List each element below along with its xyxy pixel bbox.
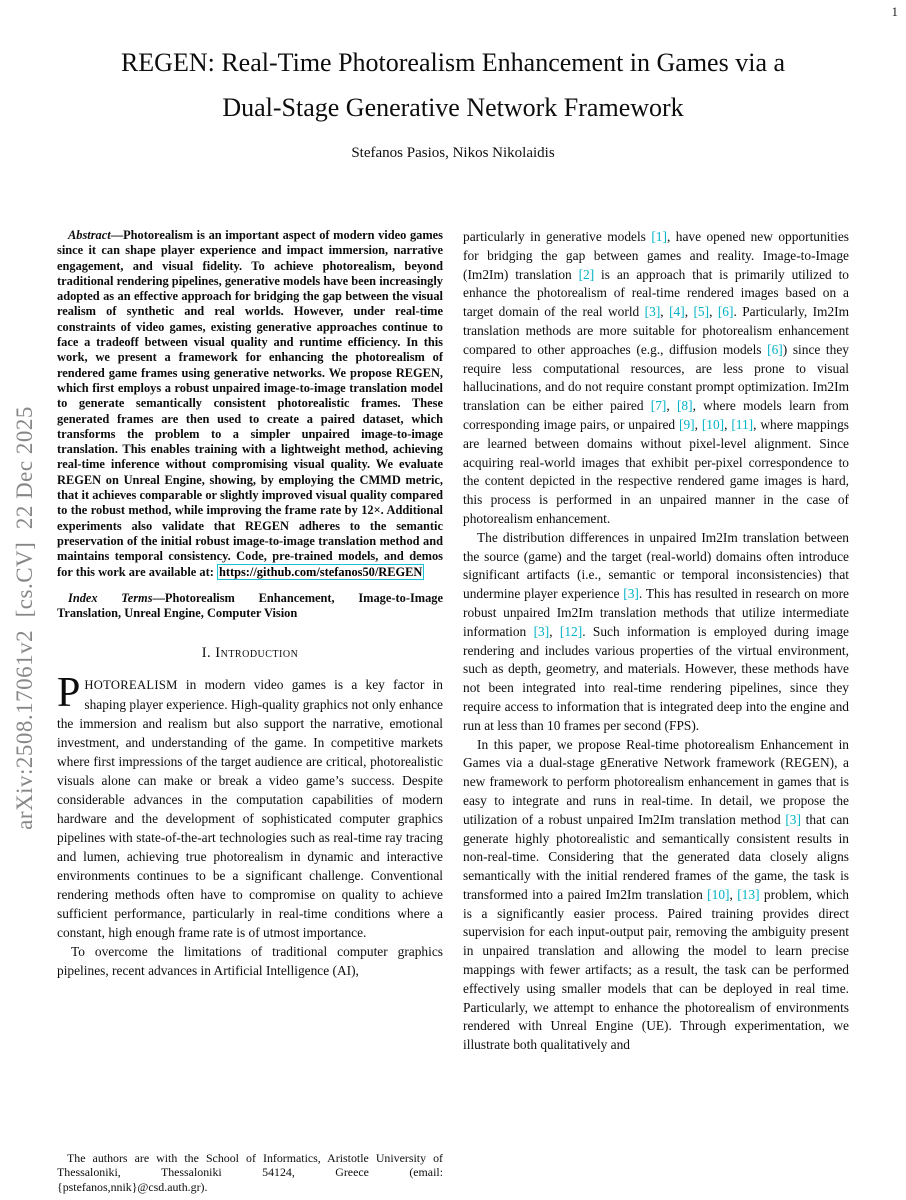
paper-content [57,40,849,1194]
right-column [463,228,849,1194]
right-paragraph-3: In this paper, we propose Real-time photorealism Enhancement in Games via a dual-stage gEnerative Network framework (REGEN), a new framework to perform photorealism enhancement in games that is easy to integrate and runs in real-time. In detail, we propose the utilization of a robust unpaired Im2Im translation method [3] that can generate highly photorealistic and semantically consistent results in non-real-time. Considering that the generated data closely aligns semantically with the initial rendered frames of the game, the task is transformed into a paired Im2Im translation [10], [13] problem, which is a significantly easier process. Paired training provides direct supervision for each input-output pair, removing the ambiguity present in unpaired translation and allowing the model to learn precise mappings with fewer artifacts; as a result, the task can be performed effectively using smaller models that can be deployed in real time. Particularly, we attempt to enhance the photorealism of environments rendered with Unreal Engine (UE). Through experimentation, we illustrate both qualitatively and [463,736,849,1053]
left-column [57,228,443,1194]
github-link[interactable]: https://github.com/stefanos50/REGEN [218,564,423,579]
two-column-body [57,228,849,1194]
citation-link[interactable]: [10] [707,886,730,902]
citation-link[interactable]: [3] [623,586,639,602]
right-paragraph-2: The distribution differences in unpaired Im2Im translation between the source (game) and the target (real-world) domains often introduce significant artifacts (i.e., semantic or temporal inconsistencies) that undermine player experience [3]. This has resulted in research on more robust unpaired Im2Im translation methods that utilize intermediate information [3], [12]. Such information is employed during image rendering and includes various properties of the virtual environment, such as depth, geometry, and materials. However, these methods have not been integrated into real-time rendering pipelines, since they require access to information that is integrated deep into the engine and run at less than 10 frames per second (FPS). [463,529,849,733]
page-number: 1 [891,4,898,19]
citation-link[interactable]: [11] [731,416,754,432]
abstract-label: Abstract [68,228,111,242]
paper-title-line1: REGEN: Real-Time Photorealism Enhancement in Games via a [120,48,786,77]
citation-link[interactable]: [3] [644,304,661,320]
citation-link[interactable]: [4] [669,304,685,320]
citation-link[interactable]: [6] [717,304,734,320]
citation-link[interactable]: [6] [767,341,783,357]
paper-title-line2: Dual-Stage Generative Network Framework [222,93,684,122]
paper-title [57,40,849,130]
drop-cap: P [57,670,81,717]
citation-link[interactable]: [2] [578,266,595,282]
abstract [57,228,443,580]
citation-link[interactable]: [3] [785,811,801,827]
right-paragraph-1: particularly in generative models [1], have opened new opportunities for bridging the gap between games and reality. Image-to-Image (Im2Im) translation [2] is an approach that is primarily utilized to enhance the photorealism of real-time rendered images based on a target domain of the real world [3], [4], [5], [6]. Particularly, Im2Im translation methods are more suitable for photorealism enhancement compared to other approaches (e.g., diffusion models [6]) since they require less computational resources, are less prone to visual hallucinations, and do not require constant prompt optimization. Im2Im translation can be either paired [7], [8], where models learn from corresponding image pairs, or unpaired [9], [10], [11], where mappings are learned between domains without pixel-level alignment. Since acquiring real-world images that exhibit per-pixel correspondence to the content depicted in the respective rendered game images is hard, this process is performed in an unpaired manner in the case of photorealism enhancement. [463,229,849,526]
citation-link[interactable]: [3] [533,623,550,639]
index-terms-dash: — [152,590,165,605]
intro-paragraph-2: To overcome the limitations of traditional computer graphics pipelines, recent advances in Artificial Intelligence (AI), [57,944,443,979]
intro-paragraph-1 [57,670,443,942]
citation-link[interactable]: [13] [737,886,760,902]
section-heading-introduction: I. Introduction [201,645,299,662]
paragraph-text: in modern video games is a key factor in shaping player experience. High-quality graphics not only enhance the immersion and realism but also support the narrative, emotional investment, and understanding of the game. In competitive markets where first impressions of the target audience are critical, photorealistic visuals alone can make or break a video game’s success. Despite considerable advances in the computation capabilities of modern hardware and the development of sophisticated computer graphics pipelines with state-of-the-art technologies such as real-time ray tracing and lumen, achieving true photorealism in dynamic and interactive environments continues to be a significant challenge. Conventional rendering methods often have to compromise on quality to achieve sufficient performance, particularly in real-time conditions where a constant, high enough frame rate is of utmost importance. [57,677,443,941]
citation-link[interactable]: [5] [693,304,710,320]
citation-link[interactable]: [10] [701,416,725,432]
index-terms-label: Index Terms [68,590,153,605]
index-terms [57,591,443,622]
lead-word: HOTOREALISM [84,678,178,693]
citation-link[interactable]: [8] [676,398,693,414]
abstract-text: Photorealism is an important aspect of modern video games since it can shape player experience and impact immersion, narrative engagement, and visual fidelity. To achieve photorealism, beyond traditional rendering pipelines, generative models have been increasingly adopted as an effective approach for bridging the gap between the visual realism of synthetic and real worlds. However, under real-time constraints of video games, existing generative approaches continue to face a tradeoff between visual quality and runtime efficiency. In this work, we present a framework for enhancing the photorealism of rendered game frames using generative networks. We propose REGEN, which first employs a robust unpaired image-to-image translation model to generate semantically consistent photorealistic frames. These generated frames are then used to create a paired dataset, which transforms the problem to a simpler unpaired image-to-image translation. This enables training with a lightweight method, achieving real-time inference without compromising visual quality. We evaluate REGEN on Unreal Engine, showing, by employing the CMMD metric, that it achieves comparable or slightly improved visual quality compared to the robust method, while improving the frame rate by 12×. Additional experiments also validate that REGEN adheres to the semantic preservation of the initial robust image-to-image translation method and maintains temporal consistency. Code, pre-trained models, and demos for this work are available at: [57,228,443,579]
author-footnote: The authors are with the School of Informatics, Aristotle University of Thessaloniki, Thessaloniki 54124, Greece (email: {pstefanos,nnik}@csd.auth.gr). [57,1150,443,1194]
citation-link[interactable]: [7] [650,398,667,414]
abstract-dash: — [110,228,124,242]
citation-link[interactable]: [1] [651,229,667,244]
citation-link[interactable]: [9] [678,416,695,432]
index-terms-text: Photorealism Enhancement, Image-to-Image Translation, Unreal Engine, Computer Vision [57,590,443,621]
citation-link[interactable]: [12] [559,623,583,639]
arxiv-watermark: arXiv:2508.17061v2 [cs.CV] 22 Dec 2025 [12,406,37,830]
authors: Stefanos Pasios, Nikos Nikolaidis [351,145,555,161]
